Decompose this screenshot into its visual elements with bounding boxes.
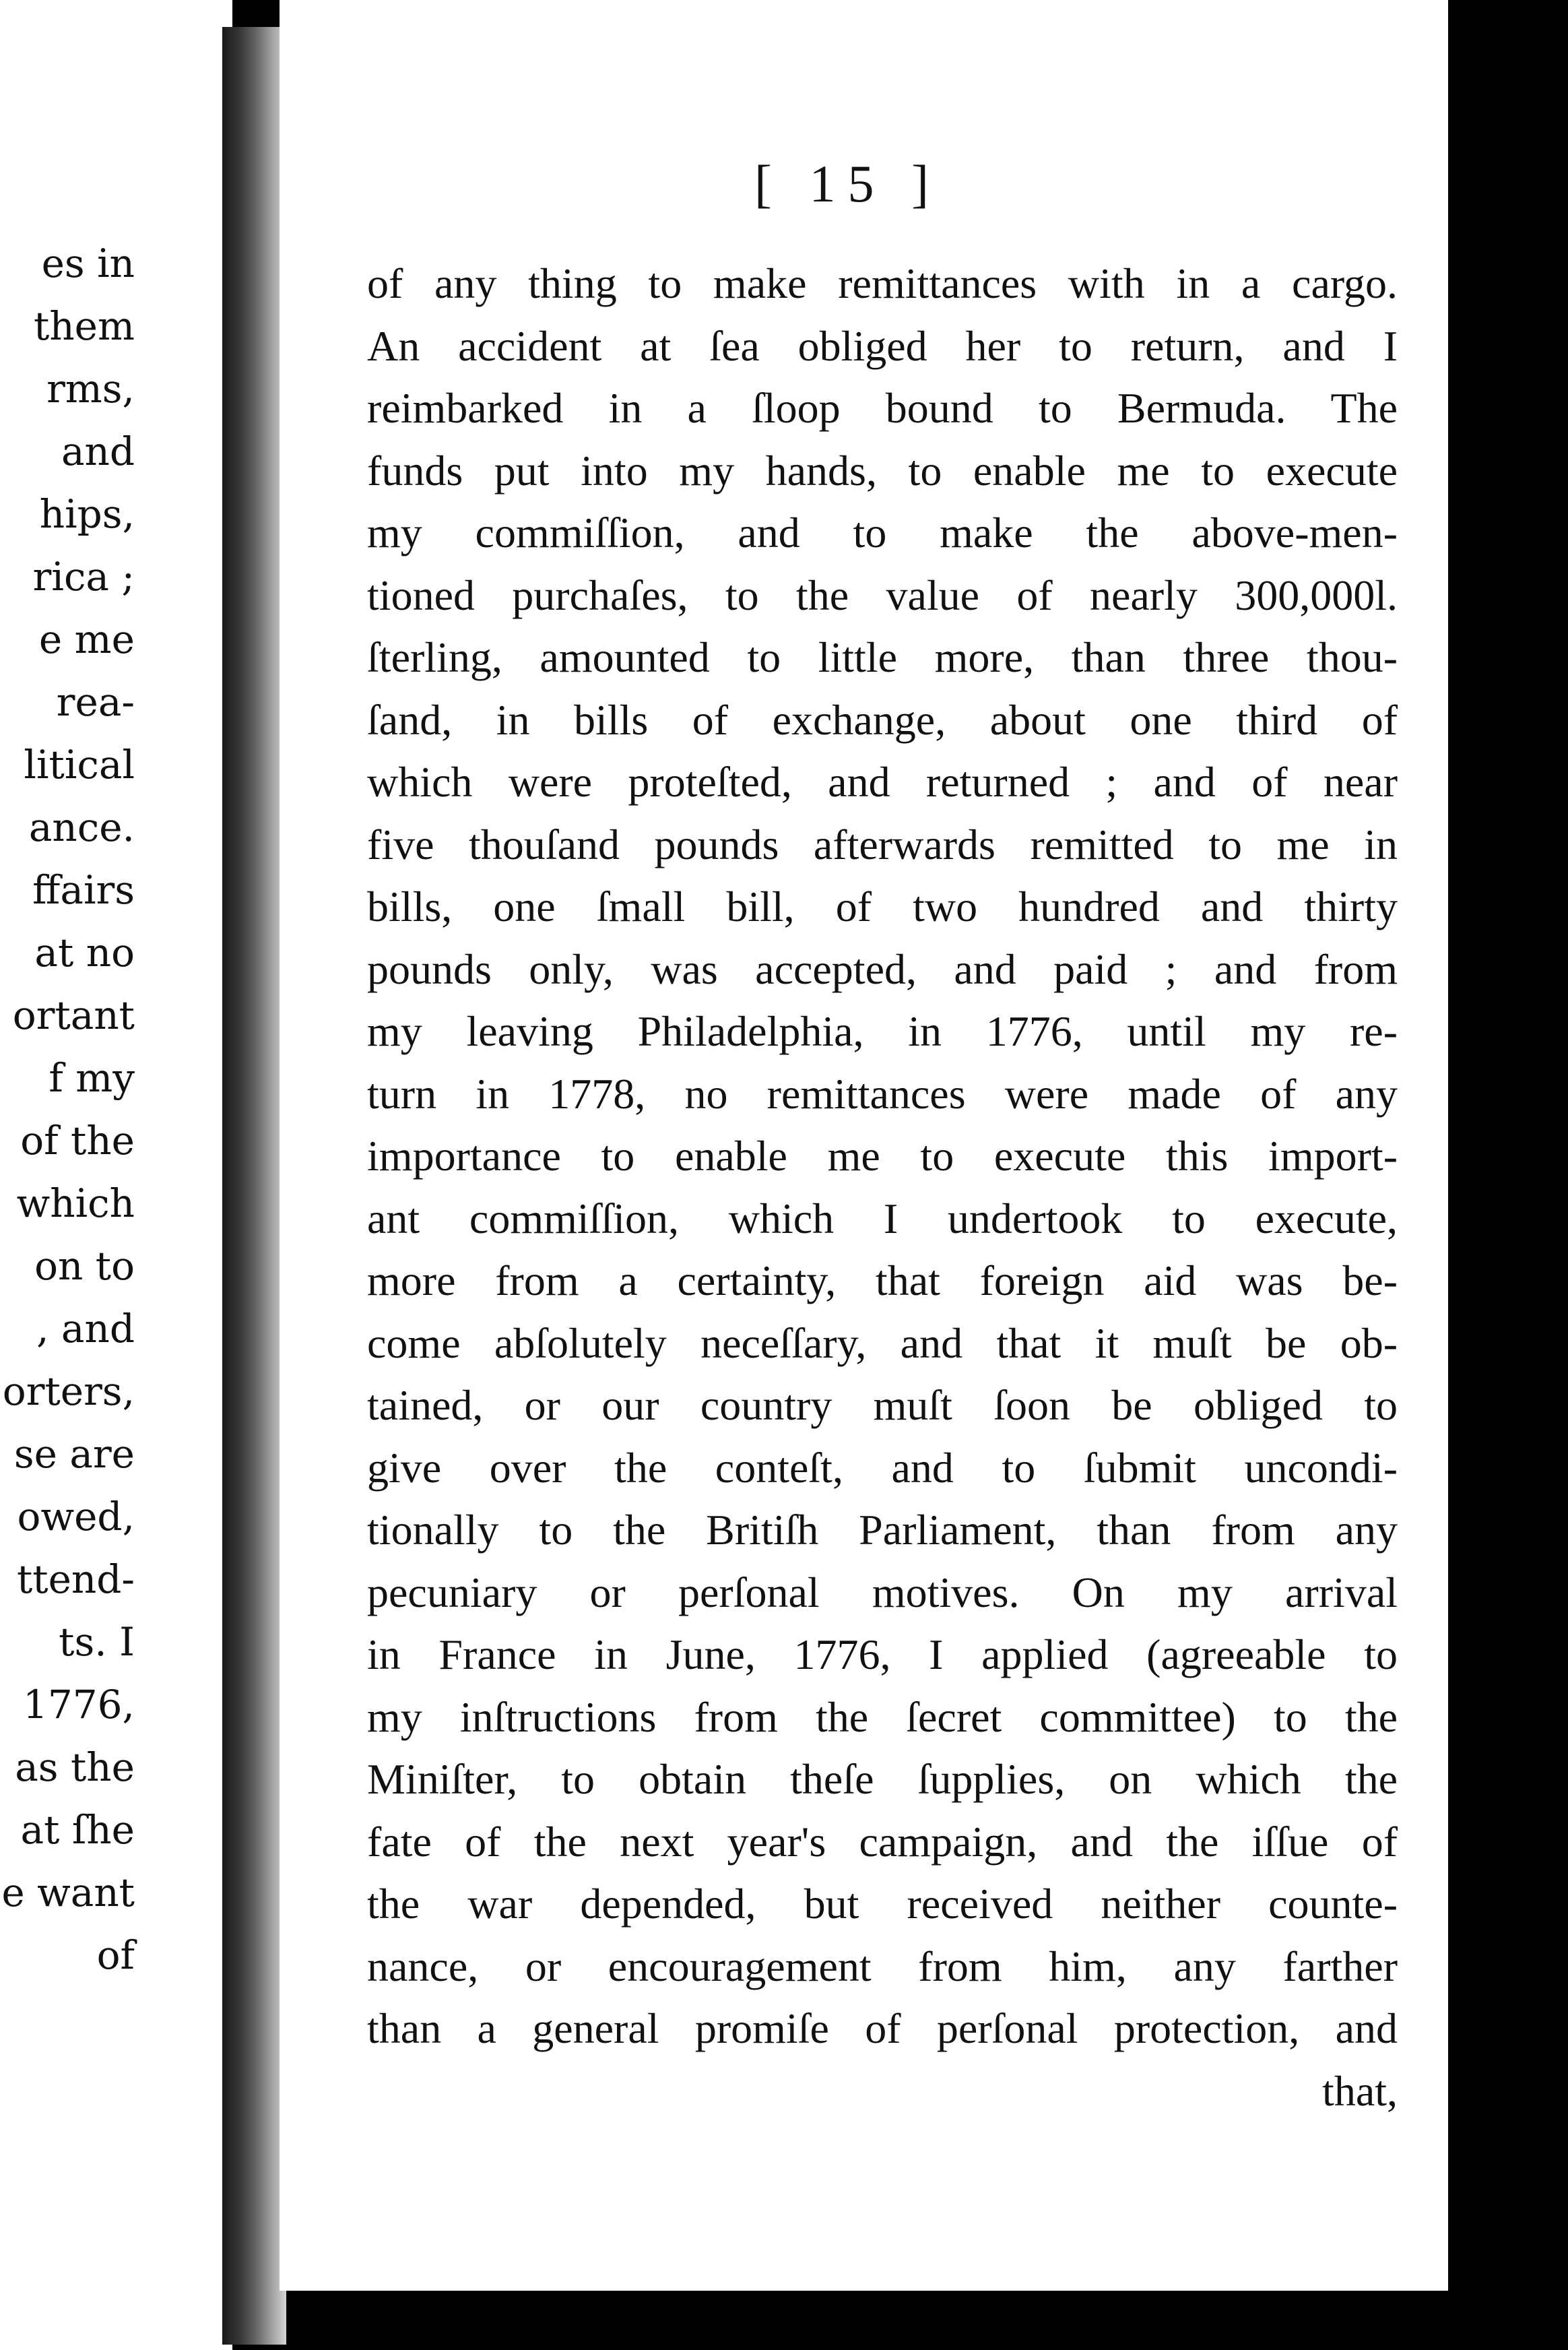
left-page-line: at no <box>34 930 135 976</box>
text-line: pecuniary or perſonal motives. On my arrival <box>367 1568 1398 1616</box>
text-line: my leaving Philadelphia, in 1776, until my re- <box>367 1007 1398 1055</box>
text-line: pounds only, was accepted, and paid ; and from <box>367 945 1398 993</box>
text-line: my commiſſion, and to make the above-men- <box>367 509 1398 557</box>
left-page-line: ance. <box>28 804 135 850</box>
text-line: nance, or encouragement from him, any farther <box>367 1942 1398 1990</box>
text-line: ant commiſſion, which I undertook to execute, <box>367 1194 1398 1242</box>
left-page-line: se are <box>13 1431 135 1477</box>
text-line: in France in June, 1776, I applied (agreeable to <box>367 1630 1398 1678</box>
left-page-line: rms, <box>46 366 135 412</box>
text-line: tained, or our country muſt ſoon be obliged to <box>367 1381 1398 1429</box>
text-line: ſterling, amounted to little more, than three thou- <box>367 633 1398 681</box>
text-line: come abſolutely neceſſary, and that it muſt be ob- <box>367 1319 1398 1367</box>
left-page-line: on to <box>34 1243 135 1289</box>
catchword: that, <box>1322 2066 1398 2115</box>
left-page-line: at ſhe <box>20 1807 135 1853</box>
text-line: turn in 1778, no remittances were made of any <box>367 1069 1398 1118</box>
text-line: reimbarked in a ſloop bound to Bermuda. The <box>367 384 1398 432</box>
left-page-line: es in <box>41 241 135 286</box>
text-line: fate of the next year's campaign, and the iſſue of <box>367 1817 1398 1866</box>
left-page-text <box>0 232 135 1987</box>
text-line: which were proteſted, and returned ; and of near <box>367 758 1398 806</box>
left-page-line: , and <box>36 1306 135 1352</box>
book-gutter <box>222 27 286 2345</box>
text-line: five thouſand pounds afterwards remitted to me in <box>367 820 1398 868</box>
text-line: the war depended, but received neither counte- <box>367 1880 1398 1928</box>
left-page-line: ts. I <box>59 1619 135 1665</box>
text-line: Miniſter, to obtain theſe ſupplies, on which the <box>367 1755 1398 1803</box>
left-page-line: owed, <box>17 1494 135 1539</box>
left-page-line: ortant <box>12 992 135 1038</box>
left-page-line: them <box>34 303 135 349</box>
page-body-text <box>367 253 1398 2122</box>
text-line: ſand, in bills of exchange, about one third of <box>367 695 1398 744</box>
text-line: than a general promiſe of perſonal protection, and <box>367 2004 1398 2052</box>
left-page-line: orters, <box>2 1368 135 1414</box>
text-line: give over the conteſt, and to ſubmit uncondi- <box>367 1443 1398 1492</box>
text-line: tionally to the Britiſh Parliament, than from any <box>367 1506 1398 1554</box>
left-page-line: f my <box>48 1055 135 1101</box>
left-page-line: e want <box>1 1870 135 1915</box>
text-line: bills, one ſmall bill, of two hundred and thirty <box>367 883 1398 930</box>
left-page-line: hips, <box>39 491 135 537</box>
left-page-line: which <box>16 1180 135 1226</box>
left-page-line: rea- <box>56 679 135 725</box>
text-line: more from a certainty, that foreign aid was be- <box>367 1257 1398 1304</box>
page-number: [ 15 ] <box>754 154 941 213</box>
left-page-line: of <box>96 1932 135 1978</box>
left-page-line: ttend- <box>16 1556 135 1602</box>
left-page-line: as the <box>15 1744 135 1790</box>
left-page <box>0 0 232 2350</box>
text-line: of any thing to make remittances with in a cargo. <box>367 259 1398 307</box>
text-line: my inſtructions from the ſecret committee) to the <box>367 1692 1398 1741</box>
left-page-line: rica ; <box>32 554 135 600</box>
text-line: tioned purchaſes, to the value of nearly 300,000l. <box>367 571 1398 619</box>
left-page-line: of the <box>20 1118 135 1164</box>
text-line: funds put into my hands, to enable me to execute <box>367 446 1398 495</box>
left-page-line: 1776, <box>22 1682 135 1727</box>
left-page-line: litical <box>24 742 135 788</box>
text-line: An accident at ſea obliged her to return, and I <box>367 321 1398 370</box>
left-page-line: ffairs <box>32 867 135 913</box>
text-line: importance to enable me to execute this import- <box>367 1132 1398 1180</box>
left-page-line: e me <box>38 616 135 662</box>
left-page-line: and <box>61 428 135 474</box>
